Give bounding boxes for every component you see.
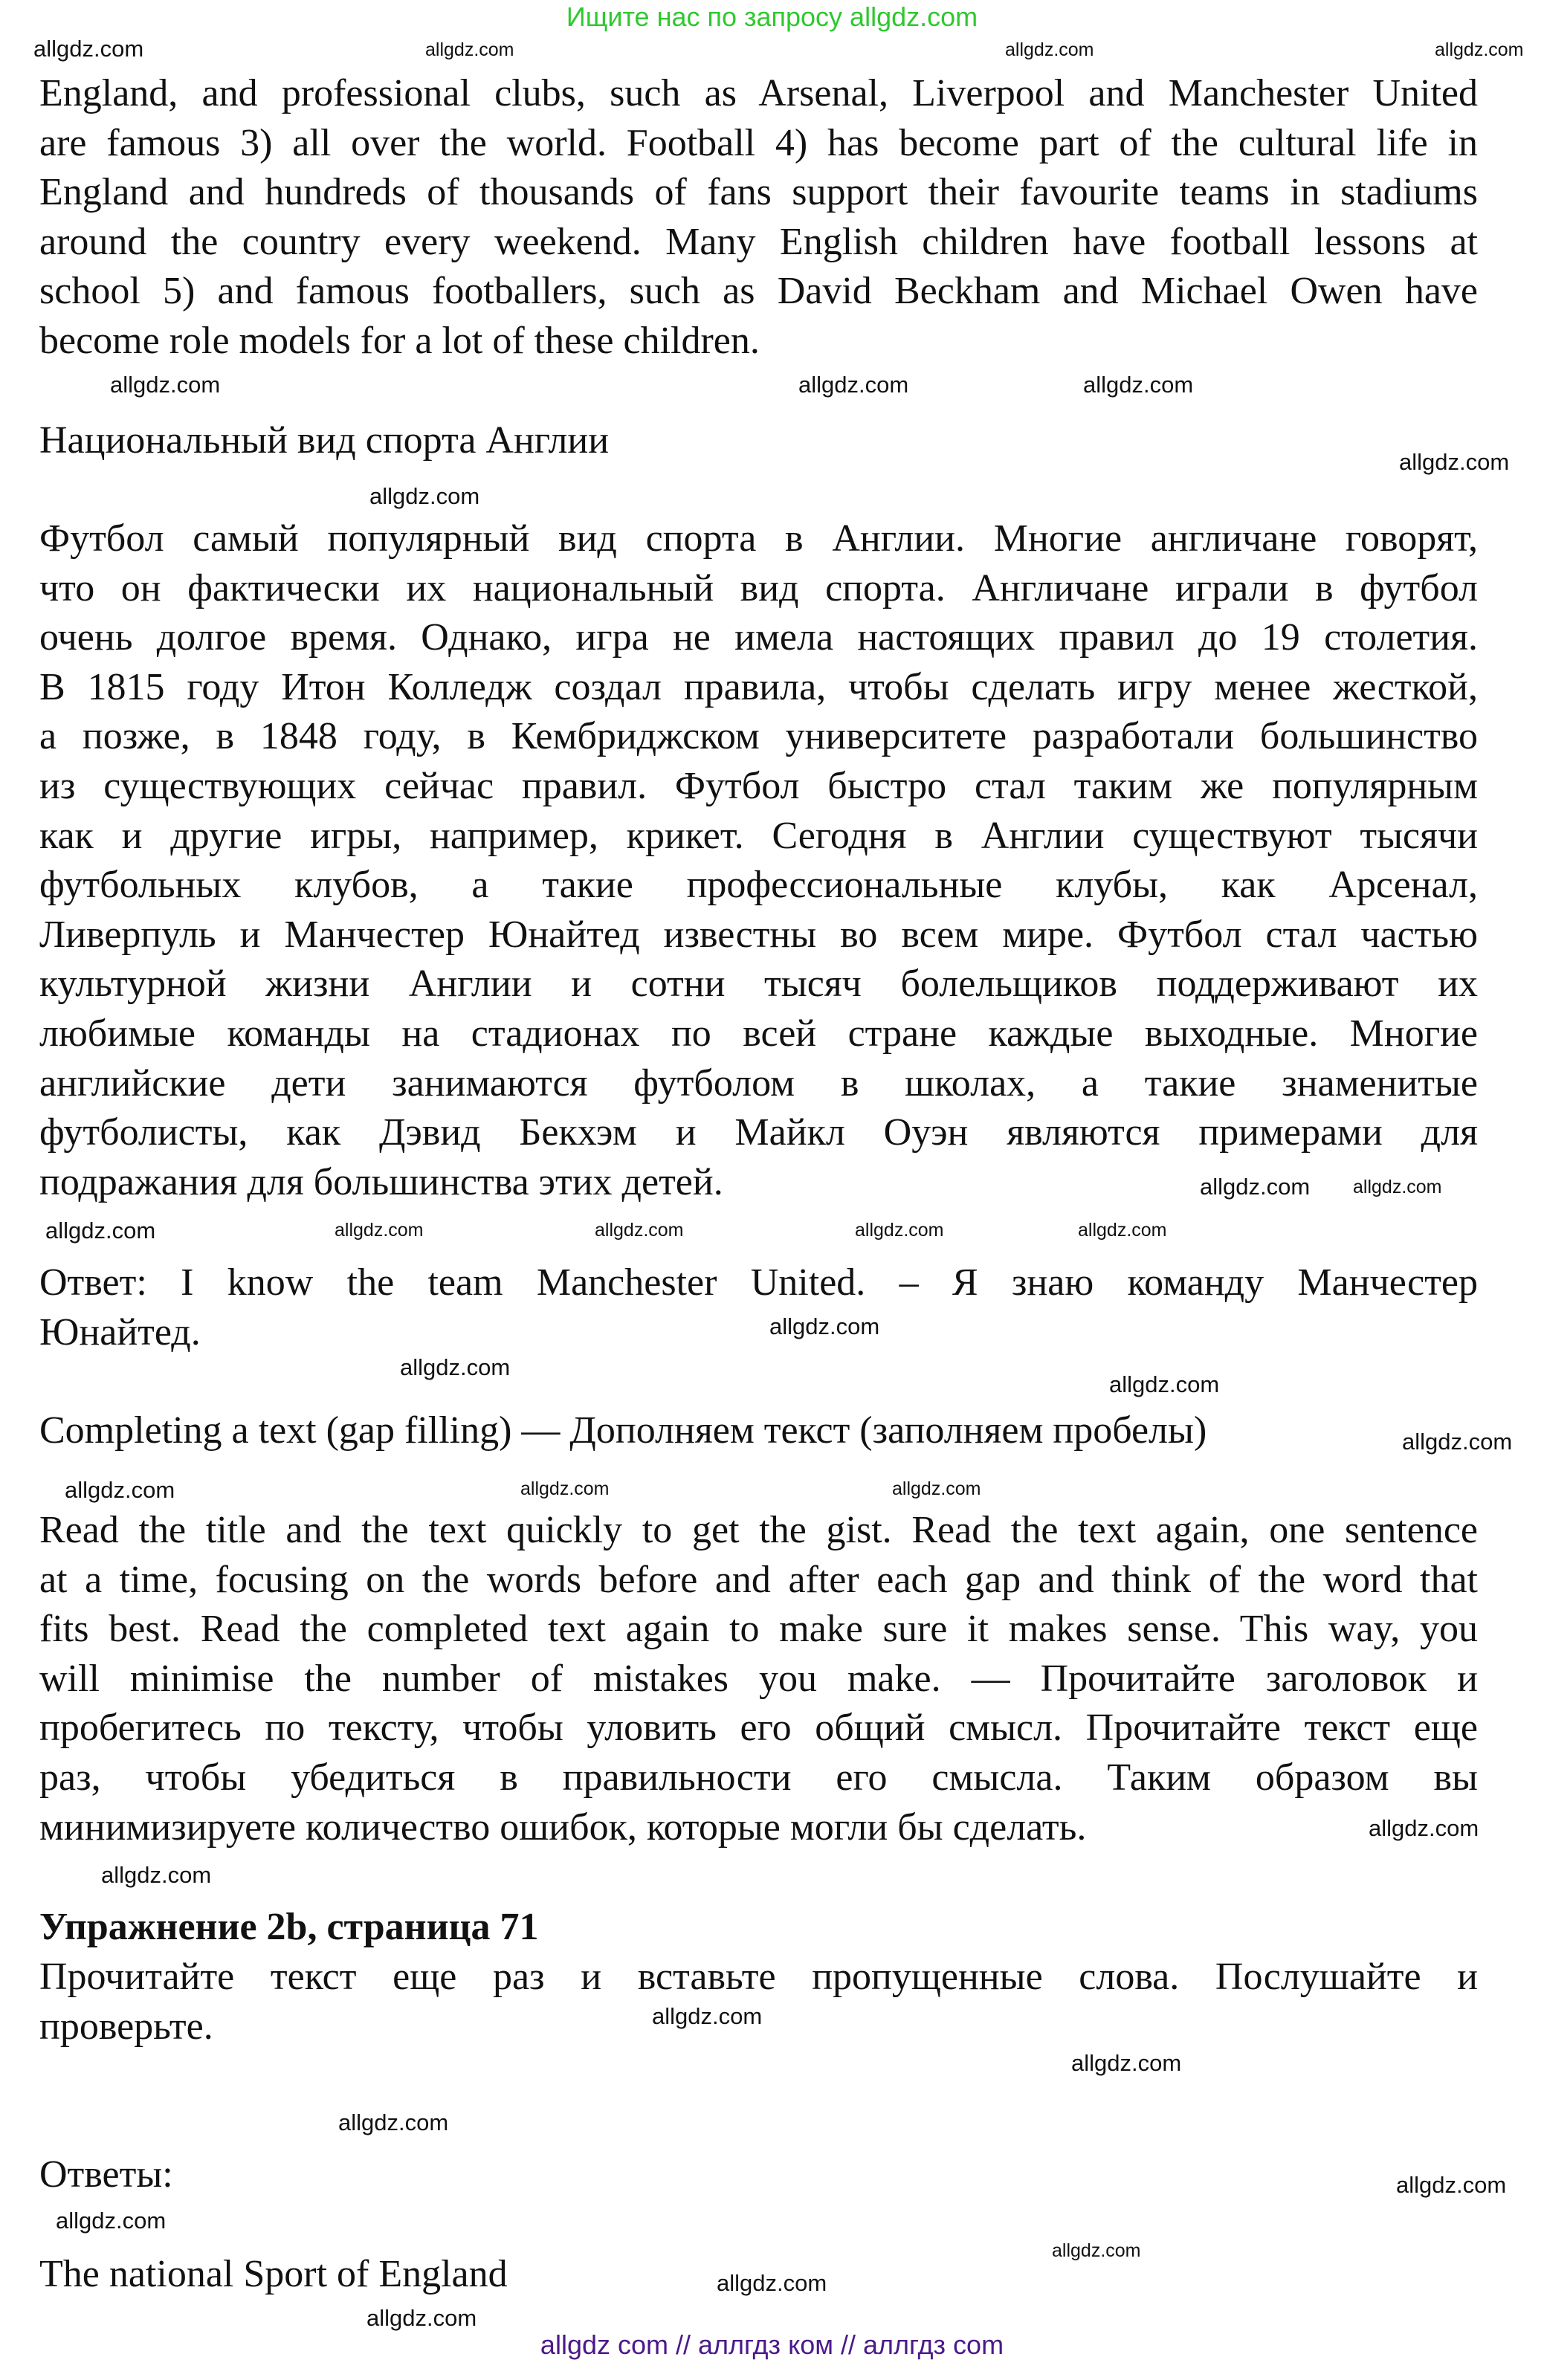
text-line: что он фактически их национальный вид спорта. Англичане играли в футбол: [39, 566, 1478, 609]
text-line: Read the title and the text quickly to get the gist. Read the text again, one sentence: [39, 1509, 1478, 1551]
text-line: Юнайтед.: [39, 1310, 201, 1354]
text-line: как и другие игры, например, крикет. Сегодня в Англии существуют тысячи: [39, 814, 1478, 857]
watermark-text: allgdz.com: [1399, 449, 1510, 475]
watermark-text: allgdz.com: [110, 372, 221, 398]
answers-label: [39, 2150, 1478, 2200]
text-line: school 5) and famous footballers, such as David Beckham and Michael Owen have: [39, 270, 1478, 313]
english-text-continuation: [39, 69, 1478, 366]
watermark-text: allgdz.com: [652, 2003, 763, 2029]
text-line: из существующих сейчас правил. Футбол быстро стал таким же популярным: [39, 764, 1478, 807]
text-line: любимые команды на стадионах по всей стране каждые выходные. Многие: [39, 1012, 1478, 1055]
text-line: Упражнение 2b, страница 71: [39, 1906, 539, 1948]
watermark-text: allgdz.com: [595, 1220, 684, 1241]
text-line: fits best. Read the completed text again to make sure it makes sense. This way, you: [39, 1608, 1478, 1651]
watermark-text: allgdz.com: [798, 372, 909, 398]
text-line: Футбол самый популярный вид спорта в Англии. Многие англичане говорят,: [39, 517, 1478, 560]
watermark-text: allgdz.com: [1005, 39, 1094, 60]
text-line: проверьте.: [39, 2005, 213, 2048]
text-line: футбольных клубов, а такие профессиональные клубы, как Арсенал,: [39, 864, 1478, 907]
watermark-text: allgdz.com: [1396, 2172, 1507, 2198]
text-line: пробегитесь по тексту, чтобы уловить его общий смысл. Прочитайте текст еще: [39, 1707, 1478, 1750]
watermark-text: allgdz.com: [400, 1354, 511, 1380]
text-line: England, and professional clubs, such as Arsenal, Liverpool and Manchester United: [39, 72, 1478, 114]
text-line: культурной жизни Англии и сотни тысяч болельщиков поддерживают их: [39, 963, 1478, 1006]
watermark-text: allgdz.com: [520, 1478, 610, 1499]
watermark-text: allgdz.com: [45, 1218, 156, 1244]
watermark-text: allgdz.com: [1109, 1371, 1220, 1397]
watermark-text: allgdz.com: [366, 2305, 477, 2331]
text-line: will minimise the number of mistakes you make. — Прочитайте заголовок и: [39, 1657, 1478, 1700]
top-banner-link[interactable]: Ищите нас по запросу allgdz.com: [566, 1, 978, 32]
watermark-text: allgdz.com: [1353, 1177, 1442, 1197]
text-line: Ответ: I know the team Manchester United. – Я знаю команду Манчестер: [39, 1261, 1478, 1304]
completing-text-heading: [39, 1406, 1478, 1456]
exercise-task: [39, 1953, 1478, 2051]
text-line: В 1815 году Итон Колледж создал правила, чтобы сделать игру менее жесткой,: [39, 665, 1478, 708]
text-line: become role models for a lot of these children.: [39, 319, 760, 362]
watermark-text: allgdz.com: [1402, 1429, 1513, 1455]
watermark-text: allgdz.com: [1071, 2050, 1182, 2076]
watermark-text: allgdz.com: [65, 1477, 175, 1503]
answer-paragraph: [39, 1258, 1478, 1357]
russian-title: [39, 416, 1478, 466]
text-line: Ливерпуль и Манчестер Юнайтед известны во всем мире. Футбол стал частью: [39, 913, 1478, 956]
watermark-text: allgdz.com: [892, 1478, 981, 1499]
text-line: подражания для большинства этих детей.: [39, 1160, 723, 1203]
watermark-text: allgdz.com: [717, 2270, 827, 2296]
text-line: The national Sport of England: [39, 2253, 508, 2295]
watermark-text: allgdz.com: [101, 1862, 212, 1888]
watermark-text: allgdz.com: [56, 2208, 167, 2234]
text-line: at a time, focusing on the words before and after each gap and think of the word that: [39, 1558, 1478, 1601]
russian-translation: [39, 514, 1478, 1207]
watermark-text: allgdz.com: [1200, 1174, 1311, 1200]
text-line: Completing a text (gap filling) — Дополняем текст (заполняем пробелы): [39, 1409, 1207, 1452]
exercise-heading: [39, 1903, 1478, 1953]
text-line: Национальный вид спорта Англии: [39, 419, 610, 462]
completing-text-instructions: [39, 1506, 1478, 1852]
text-line: а позже, в 1848 году, в Кембриджском университете разработали большинство: [39, 715, 1478, 758]
text-line: раз, чтобы убедиться в правильности его смысла. Таким образом вы: [39, 1756, 1478, 1799]
watermark-text: allgdz.com: [1078, 1220, 1167, 1241]
watermark-text: allgdz.com: [769, 1313, 880, 1339]
text-line: around the country every weekend. Many English children have football lessons at: [39, 220, 1478, 263]
footer-links[interactable]: allgdz com // аллгдз ком // аллгдз com: [540, 2329, 1004, 2360]
text-line: английские дети занимаются футболом в школах, а такие знаменитые: [39, 1061, 1478, 1105]
watermark-text: allgdz.com: [33, 36, 144, 62]
watermark-text: allgdz.com: [1369, 1815, 1479, 1841]
text-line: футболисты, как Дэвид Бекхэм и Майкл Оуэн являются примерами для: [39, 1111, 1478, 1154]
watermark-text: allgdz.com: [369, 483, 480, 509]
text-line: Прочитайте текст еще раз и вставьте пропущенные слова. Послушайте и: [39, 1956, 1478, 1998]
watermark-text: allgdz.com: [335, 1220, 424, 1241]
watermark-text: allgdz.com: [425, 39, 514, 60]
text-line: are famous 3) all over the world. Football 4) has become part of the cultural life in: [39, 121, 1478, 164]
text-line: очень долгое время. Однако, игра не имела настоящих правил до 19 столетия.: [39, 616, 1478, 659]
text-line: England and hundreds of thousands of fans support their favourite teams in stadiums: [39, 171, 1478, 214]
text-line: минимизируете количество ошибок, которые могли бы сделать.: [39, 1805, 1087, 1849]
watermark-text: allgdz.com: [1052, 2240, 1141, 2261]
watermark-text: allgdz.com: [338, 2109, 449, 2135]
watermark-text: allgdz.com: [1083, 372, 1194, 398]
watermark-text: allgdz.com: [855, 1220, 944, 1241]
text-line: Ответы:: [39, 2153, 173, 2196]
watermark-text: allgdz.com: [1435, 39, 1524, 60]
